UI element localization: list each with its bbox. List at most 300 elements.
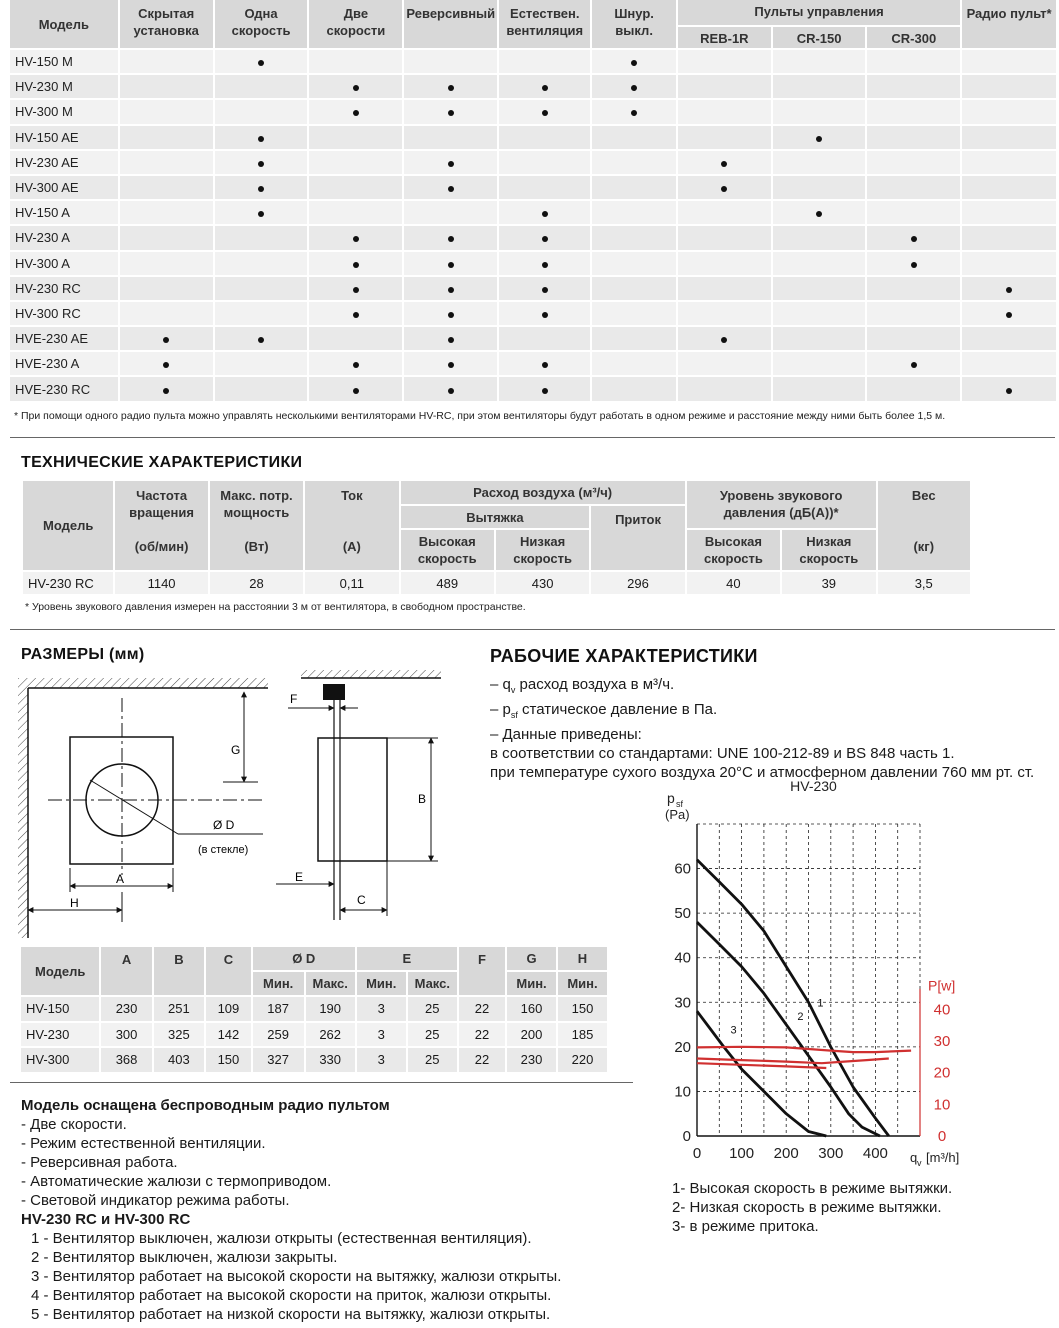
note-data: – Данные приведены: (490, 726, 642, 743)
feature-row (10, 99, 1056, 124)
feature-dot-icon (448, 388, 454, 394)
feature-dot-icon (448, 161, 454, 167)
feature-cell (119, 125, 214, 150)
feature-cell (961, 351, 1056, 376)
dims-cell: 25 (407, 1022, 458, 1048)
dims-row (21, 1022, 607, 1048)
chart-title: HV-230 (790, 778, 837, 794)
tech-header-sound-low: Низкая скорость (781, 529, 876, 571)
dims-table (21, 947, 607, 1074)
tech-cell-power: 28 (209, 571, 304, 594)
drawing-label-f: F (290, 692, 298, 706)
tech-table (23, 481, 970, 594)
y-tick-label: 40 (674, 949, 691, 967)
feature-cell (214, 251, 309, 276)
feature-cell (866, 376, 961, 401)
col-header-reb: REB-1R (677, 26, 772, 49)
feature-cell (961, 326, 1056, 351)
feature-cell (677, 74, 772, 99)
feature-cell (308, 49, 403, 74)
dims-cell: 230 (100, 996, 152, 1022)
feature-cell (961, 251, 1056, 276)
feature-cell (403, 74, 498, 99)
feature-dot-icon (448, 262, 454, 268)
feature-dot-icon (816, 136, 822, 142)
dims-cell: 25 (407, 1047, 458, 1073)
feature-dot-icon (353, 362, 359, 368)
dims-cell: 325 (153, 1022, 205, 1048)
feature-cell (498, 150, 591, 175)
feature-cell (772, 225, 867, 250)
feature-cell (214, 326, 309, 351)
feature-row (10, 74, 1056, 99)
feature-dot-icon (448, 236, 454, 242)
feature-dot-icon (163, 362, 169, 368)
dims-cell: 109 (205, 996, 252, 1022)
feature-cell (772, 125, 867, 150)
tech-header-power: Макс. потр. мощность (Вт) (209, 481, 304, 571)
legend-item-1: 1- Высокая скорость в режиме вытяжки. (672, 1180, 953, 1197)
feature-dot-icon (448, 337, 454, 343)
dims-cell: 190 (305, 996, 356, 1022)
feature-cell (866, 99, 961, 124)
feature-cell (308, 200, 403, 225)
feature-cell (866, 74, 961, 99)
divider (10, 629, 1055, 630)
drawing-label-c: C (357, 893, 366, 907)
feature-dot-icon (448, 287, 454, 293)
feature-cell (772, 49, 867, 74)
feature-cell (403, 150, 498, 175)
feature-cell (403, 49, 498, 74)
col-header-model: Модель (10, 0, 119, 49)
col-header-natural: Естествен. вентиляция (498, 0, 591, 49)
pressure-curve-3 (697, 1011, 826, 1136)
y-tick-label: 0 (682, 1128, 691, 1145)
divider (10, 437, 1055, 438)
pressure-curve-2 (697, 922, 880, 1136)
tech-cell-sound-high: 40 (686, 571, 781, 594)
tech-footnote: * Уровень звукового давления измерен на расстоянии 3 м от вентилятора, в свободном пространстве. (25, 601, 526, 613)
feature-model-cell: HV-230 A (10, 225, 119, 250)
feature-cell (214, 125, 309, 150)
feature-dot-icon (631, 110, 637, 116)
feature-dot-icon (163, 388, 169, 394)
feature-row (10, 376, 1056, 401)
feature-cell (677, 301, 772, 326)
feature-dot-icon (1006, 287, 1012, 293)
feature-cell (214, 74, 309, 99)
col-header-remotes: Пульты управления (677, 0, 961, 26)
feature-cell (119, 276, 214, 301)
tech-header-exhaust: Вытяжка (400, 505, 591, 529)
dims-header-b: B (153, 947, 205, 996)
dims-cell: 3 (356, 1022, 407, 1048)
feature-cell (214, 49, 309, 74)
dims-cell: 259 (252, 1022, 305, 1048)
feature-row (10, 351, 1056, 376)
feature-model-cell: HV-150 AE (10, 125, 119, 150)
y-axis-label: p (667, 790, 675, 806)
dims-header-e-max: Макс. (407, 971, 458, 996)
feature-cell (498, 351, 591, 376)
feature-cell (308, 251, 403, 276)
dims-header-g-min: Мин. (506, 971, 557, 996)
feature-model-cell: HV-230 RC (10, 276, 119, 301)
feature-cell (308, 326, 403, 351)
dims-header-h: H (557, 947, 607, 971)
feature-cell (961, 301, 1056, 326)
col-header-two-speeds: Две скорости (308, 0, 403, 49)
dims-cell: 230 (506, 1047, 557, 1073)
performance-chart (655, 772, 995, 1172)
drawing-label-h: H (70, 896, 79, 910)
feature-cell (403, 376, 498, 401)
feature-cell (772, 200, 867, 225)
description-item: - Две скорости. (21, 1116, 127, 1133)
feature-dot-icon (721, 337, 727, 343)
y2-tick-label: 20 (933, 1064, 951, 1082)
col-header-reversible: Реверсивный (403, 0, 498, 49)
feature-cell (214, 225, 309, 250)
dims-title: РАЗМЕРЫ (мм) (21, 646, 145, 663)
drawing-label-g: G (231, 743, 241, 757)
dims-cell: 22 (458, 996, 506, 1022)
feature-row (10, 251, 1056, 276)
dims-cell: 160 (506, 996, 557, 1022)
feature-row (10, 49, 1056, 74)
feature-cell (214, 200, 309, 225)
feature-cell (498, 326, 591, 351)
feature-cell (866, 326, 961, 351)
feature-model-cell: HV-150 M (10, 49, 119, 74)
mode-item: 1 - Вентилятор выключен, жалюзи открыты (естественная вентиляция). (31, 1230, 532, 1247)
feature-dot-icon (542, 388, 548, 394)
dims-cell: 403 (153, 1047, 205, 1073)
tech-header-supply: Приток (590, 505, 685, 571)
feature-cell (119, 99, 214, 124)
mode-item: 2 - Вентилятор выключен, жалюзи закрыты. (31, 1249, 338, 1266)
feature-cell (119, 376, 214, 401)
dims-header-model: Модель (21, 947, 100, 996)
feature-dot-icon (631, 85, 637, 91)
x-tick-label: 400 (862, 1145, 888, 1162)
feature-cell (961, 99, 1056, 124)
divider (10, 1082, 633, 1083)
feature-cell (677, 200, 772, 225)
feature-cell (119, 49, 214, 74)
feature-cell (498, 175, 591, 200)
feature-cell (677, 49, 772, 74)
tech-title: ТЕХНИЧЕСКИЕ ХАРАКТЕРИСТИКИ (21, 454, 303, 471)
y2-tick-label: 0 (937, 1128, 947, 1145)
note-psf: – $p_{sf}$ статическое давление в Па. (490, 701, 718, 720)
feature-dot-icon (542, 362, 548, 368)
feature-cell (591, 276, 677, 301)
feature-dot-icon (353, 85, 359, 91)
feature-row (10, 200, 1056, 225)
tech-cell-model: HV-230 RC (23, 571, 114, 594)
feature-cell (308, 99, 403, 124)
feature-cell (677, 125, 772, 150)
feature-cell (961, 225, 1056, 250)
feature-cell (403, 326, 498, 351)
feature-cell (403, 200, 498, 225)
feature-cell (308, 125, 403, 150)
drawing-label-e: E (295, 870, 304, 884)
dims-cell: 22 (458, 1022, 506, 1048)
feature-cell (591, 74, 677, 99)
feature-cell (403, 251, 498, 276)
feature-cell (498, 251, 591, 276)
feature-cell (119, 251, 214, 276)
feature-dot-icon (911, 262, 917, 268)
description-item: - Автоматические жалюзи с термоприводом. (21, 1173, 332, 1190)
feature-cell (308, 150, 403, 175)
feature-cell (772, 276, 867, 301)
feature-dot-icon (816, 211, 822, 217)
y-axis-label-sub: sf (676, 799, 684, 809)
feature-cell (591, 326, 677, 351)
feature-dot-icon (353, 236, 359, 242)
feature-model-cell: HV-300 M (10, 99, 119, 124)
feature-dot-icon (448, 85, 454, 91)
feature-cell (677, 99, 772, 124)
power-curve (697, 1059, 889, 1064)
feature-cell (214, 351, 309, 376)
dims-cell: 150 (557, 996, 607, 1022)
feature-dot-icon (448, 186, 454, 192)
feature-cell (498, 200, 591, 225)
legend-item-3: 3- в режиме притока. (672, 1218, 819, 1235)
y2-axis-label: P[w] (928, 977, 956, 994)
tech-header-low: Низкая скорость (495, 529, 590, 571)
dims-cell: 150 (205, 1047, 252, 1073)
feature-cell (498, 276, 591, 301)
description-block (21, 1096, 561, 1324)
x-tick-label: 0 (692, 1145, 702, 1162)
feature-cell (772, 351, 867, 376)
feature-model-cell: HVE-230 AE (10, 326, 119, 351)
feature-row (10, 276, 1056, 301)
feature-cell (308, 301, 403, 326)
dims-cell: 3 (356, 996, 407, 1022)
tech-cell-high: 489 (400, 571, 495, 594)
feature-cell (308, 175, 403, 200)
feature-cell (119, 74, 214, 99)
feature-row (10, 326, 1056, 351)
feature-cell (677, 175, 772, 200)
feature-dot-icon (258, 337, 264, 343)
feature-cell (866, 200, 961, 225)
feature-cell (214, 276, 309, 301)
tech-header-model: Модель (23, 481, 114, 571)
feature-cell (119, 326, 214, 351)
feature-cell (498, 301, 591, 326)
feature-cell (403, 301, 498, 326)
feature-cell (961, 276, 1056, 301)
dims-header-d-min: Мин. (252, 971, 305, 996)
feature-cell (961, 200, 1056, 225)
feature-dot-icon (258, 186, 264, 192)
feature-cell (772, 99, 867, 124)
tech-cell-low: 430 (495, 571, 590, 594)
feature-cell (498, 99, 591, 124)
feature-cell (677, 376, 772, 401)
dims-header-h-min: Мин. (557, 971, 607, 996)
dimension-drawing (18, 670, 458, 940)
drawing-label-glass: (в стекле) (198, 844, 249, 856)
col-header-cr300: CR-300 (866, 26, 961, 49)
tech-cell-supply: 296 (590, 571, 685, 594)
feature-cell (498, 74, 591, 99)
feature-dot-icon (1006, 388, 1012, 394)
legend-item-2: 2- Низкая скорость в режиме вытяжки. (672, 1199, 942, 1216)
dims-cell: 25 (407, 996, 458, 1022)
tech-header-weight: Вес (кг) (877, 481, 971, 571)
feature-dot-icon (542, 211, 548, 217)
description-title: Модель оснащена беспроводным радио пультом (21, 1097, 390, 1114)
dims-model-cell: HV-230 (21, 1022, 100, 1048)
dims-header-e-min: Мин. (356, 971, 407, 996)
x-axis-label-sub: v (917, 1158, 922, 1168)
tech-cell-rpm: 1140 (114, 571, 208, 594)
feature-dot-icon (353, 287, 359, 293)
col-header-one-speed: Одна скорость (214, 0, 309, 49)
feature-cell (591, 49, 677, 74)
feature-model-cell: HV-300 AE (10, 175, 119, 200)
feature-cell (308, 376, 403, 401)
feature-cell (214, 150, 309, 175)
dims-cell: 251 (153, 996, 205, 1022)
feature-model-cell: HV-230 M (10, 74, 119, 99)
dims-header-a: A (100, 947, 152, 996)
y-tick-label: 20 (674, 1038, 691, 1056)
pressure-curve-1 (697, 860, 889, 1136)
feature-cell (214, 175, 309, 200)
feature-row (10, 225, 1056, 250)
feature-dot-icon (911, 362, 917, 368)
feature-dot-icon (1006, 312, 1012, 318)
feature-cell (961, 376, 1056, 401)
col-header-cr150: CR-150 (772, 26, 867, 49)
feature-dot-icon (258, 60, 264, 66)
feature-cell (772, 326, 867, 351)
col-header-cord: Шнур. выкл. (591, 0, 677, 49)
mode-item: 4 - Вентилятор работает на высокой скорости на приток, жалюзи открыты. (31, 1287, 552, 1304)
feature-cell (591, 376, 677, 401)
feature-dot-icon (542, 236, 548, 242)
feature-dot-icon (448, 110, 454, 116)
feature-cell (772, 301, 867, 326)
dims-cell: 368 (100, 1047, 152, 1073)
feature-cell (591, 200, 677, 225)
feature-cell (403, 99, 498, 124)
description-item: - Световой индикатор режима работы. (21, 1192, 290, 1209)
dims-header-d: Ø D (252, 947, 356, 971)
feature-cell (677, 351, 772, 376)
feature-dot-icon (353, 262, 359, 268)
feature-dot-icon (353, 312, 359, 318)
dims-cell: 3 (356, 1047, 407, 1073)
feature-dot-icon (542, 262, 548, 268)
feature-cell (772, 376, 867, 401)
feature-cell (961, 125, 1056, 150)
x-tick-label: 200 (773, 1145, 799, 1162)
feature-dot-icon (353, 388, 359, 394)
x-tick-label: 100 (729, 1145, 755, 1162)
feature-cell (866, 251, 961, 276)
mode-item: 5 - Вентилятор работает на низкой скорости на вытяжку, жалюзи открыты. (31, 1306, 551, 1323)
feature-cell (591, 225, 677, 250)
dims-model-cell: HV-300 (21, 1047, 100, 1073)
feature-dot-icon (542, 110, 548, 116)
feature-model-cell: HV-300 RC (10, 301, 119, 326)
mode-item: 3 - Вентилятор работает на высокой скорости на вытяжку, жалюзи открыты. (31, 1268, 562, 1285)
note-standards: в соответствии со стандартами: UNE 100-212-89 и BS 848 часть 1. (490, 745, 955, 762)
feature-cell (677, 251, 772, 276)
feature-cell (214, 301, 309, 326)
performance-title: РАБОЧИЕ ХАРАКТЕРИСТИКИ (490, 646, 758, 666)
feature-row (10, 301, 1056, 326)
feature-cell (119, 351, 214, 376)
feature-cell (866, 276, 961, 301)
feature-cell (119, 301, 214, 326)
drawing-label-a: A (116, 872, 125, 886)
feature-dot-icon (448, 362, 454, 368)
feature-cell (403, 125, 498, 150)
feature-dot-icon (721, 186, 727, 192)
feature-cell (866, 175, 961, 200)
feature-cell (591, 125, 677, 150)
feature-cell (214, 99, 309, 124)
description-item: - Режим естественной вентиляции. (21, 1135, 266, 1152)
feature-cell (961, 150, 1056, 175)
feature-dot-icon (542, 312, 548, 318)
feature-cell (866, 125, 961, 150)
feature-model-cell: HVE-230 A (10, 351, 119, 376)
tech-header-airflow: Расход воздуха (м³/ч) (400, 481, 686, 505)
performance-notes (490, 675, 1034, 782)
dims-cell: 200 (506, 1022, 557, 1048)
y2-tick-label: 30 (933, 1033, 951, 1051)
feature-cell (866, 351, 961, 376)
dims-model-cell: HV-150 (21, 996, 100, 1022)
feature-dot-icon (542, 287, 548, 293)
feature-cell (214, 376, 309, 401)
feature-cell (498, 49, 591, 74)
feature-cell (772, 175, 867, 200)
x-tick-label: 300 (818, 1145, 844, 1162)
feature-cell (119, 150, 214, 175)
feature-cell (866, 150, 961, 175)
y-tick-label: 50 (674, 905, 691, 923)
tech-cell-weight: 3,5 (877, 571, 971, 594)
description-subtitle: HV-230 RC и HV-300 RC (21, 1211, 191, 1228)
feature-cell (961, 49, 1056, 74)
dims-row (21, 1047, 607, 1073)
feature-cell (498, 225, 591, 250)
feature-dot-icon (353, 110, 359, 116)
drawing-label-b: B (418, 792, 427, 806)
feature-model-cell: HVE-230 RC (10, 376, 119, 401)
dims-cell: 327 (252, 1047, 305, 1073)
feature-cell (961, 74, 1056, 99)
feature-dot-icon (542, 85, 548, 91)
feature-row (10, 175, 1056, 200)
y-tick-label: 10 (674, 1083, 691, 1101)
y-tick-label: 30 (674, 994, 691, 1012)
